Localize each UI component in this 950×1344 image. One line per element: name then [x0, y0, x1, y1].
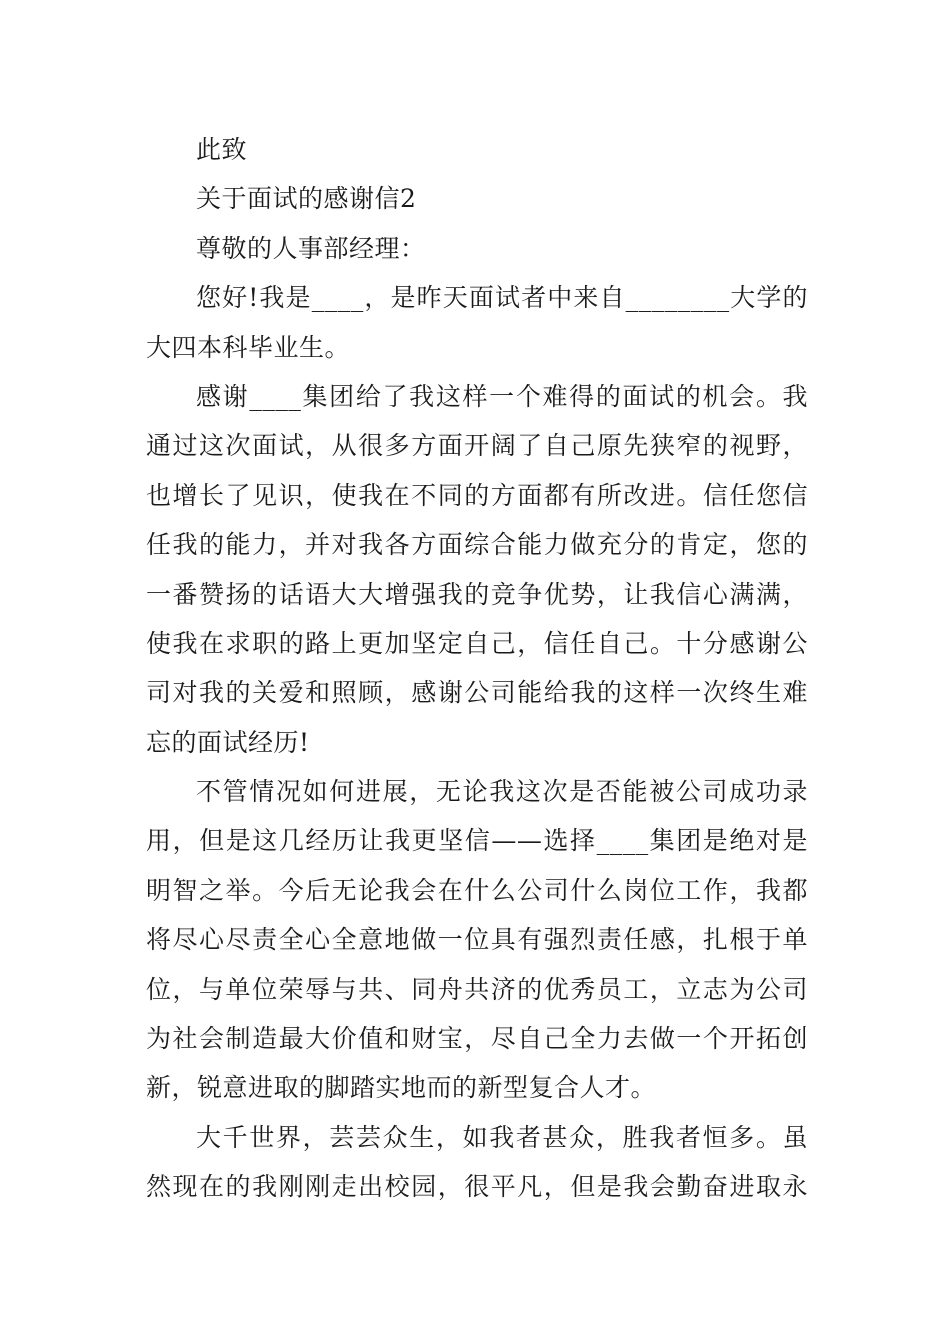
text-line: 用，但是这几经历让我更坚信——选择____集团是绝对是 — [146, 826, 808, 856]
text-line: 明智之举。今后无论我会在什么公司什么岗位工作，我都 — [146, 875, 808, 905]
text-line: 一番赞扬的话语大大增强我的竞争优势，让我信心满满， — [146, 579, 808, 609]
text-line: 大千世界，芸芸众生，如我者甚众，胜我者恒多。虽 — [196, 1122, 808, 1152]
text-line: 不管情况如何进展，无论我这次是否能被公司成功录 — [196, 777, 808, 807]
text-line: 尊敬的人事部经理： — [196, 233, 426, 263]
text-line: 位，与单位荣辱与共、同舟共济的优秀员工，立志为公司 — [146, 974, 808, 1004]
text-line: 新，锐意进取的脚踏实地而的新型复合人才。 — [146, 1073, 657, 1103]
text-line: 然现在的我刚刚走出校园，很平凡，但是我会勤奋进取永 — [146, 1172, 808, 1202]
text-line: 通过这次面试，从很多方面开阔了自己原先狭窄的视野， — [146, 431, 808, 461]
text-line: 此致 — [196, 135, 248, 164]
text-line: 也增长了见识，使我在不同的方面都有所改进。信任您信 — [146, 480, 808, 510]
text-line: 大四本科毕业生。 — [146, 332, 351, 362]
text-line: 司对我的关爱和照顾，感谢公司能给我的这样一次终生难 — [146, 678, 808, 708]
text-line: 为社会制造最大价值和财宝，尽自己全力去做一个开拓创 — [146, 1024, 808, 1054]
text-line: 感谢____集团给了我这样一个难得的面试的机会。我 — [196, 381, 808, 411]
text-line: 关于面试的感谢信2 — [196, 184, 417, 214]
text-line: 任我的能力，并对我各方面综合能力做充分的肯定，您的 — [146, 530, 808, 560]
text-line: 使我在求职的路上更加坚定自己，信任自己。十分感谢公 — [146, 628, 808, 658]
text-line: 忘的面试经历! — [146, 727, 310, 757]
text-line: 将尽心尽责全心全意地做一位具有强烈责任感，扎根于单 — [146, 925, 808, 955]
document-page — [146, 125, 808, 1212]
text-line: 您好!我是____，是昨天面试者中来自________大学的 — [196, 283, 808, 313]
